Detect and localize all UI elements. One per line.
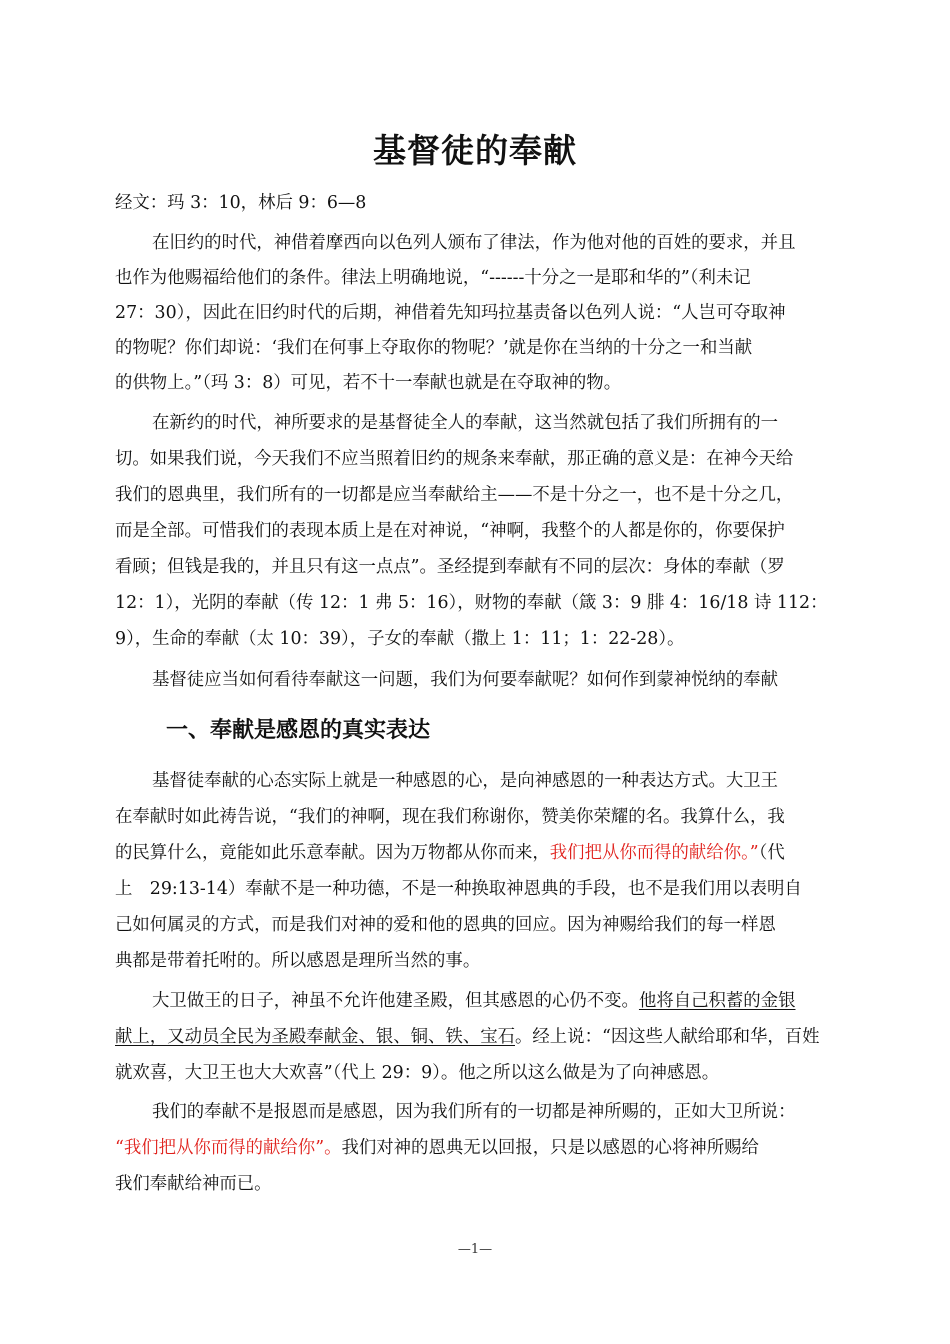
underlined-text: 他将自己积蓄的金银 [638,991,796,1011]
text-segment: （代 [758,843,785,863]
paragraph-line: 我们奉献给神而已。 [115,1174,272,1194]
highlighted-quote: 我们把从你而得的献给你。” [549,843,759,863]
paragraph-line: 12：1），光阴的奉献（传 12：1 弗 5：16），财物的奉献（箴 3：9 腓 4：16/18 诗 112： [115,593,828,613]
paragraph-line: 我们的恩典里，我们所有的一切都是应当奉献给主——不是十分之一，也不是十分之几， [115,485,794,505]
paragraph-line: 上 29:13-14）奉献不是一种功德，不是一种换取神恩典的手段，也不是我们用以表明自 [115,879,802,899]
paragraph-line: 的供物上。”（玛 3：8）可见，若不十一奉献也就是在夺取神的物。 [115,373,622,393]
highlighted-quote: “我们把从你而得的献给你”。 [115,1138,342,1158]
paragraph-line: 而是全部。可惜我们的表现本质上是在对神说，“神啊，我整个的人都是你的，你要保护 [115,521,785,541]
paragraph-line [115,835,785,871]
paragraph-line: 看顾；但钱是我的，并且只有这一点点”。圣经提到奉献有不同的层次：身体的奉献（罗 [115,557,785,577]
paragraph-line: 就欢喜，大卫王也大大欢喜”（代上 29：9）。他之所以这么做是为了向神感恩。 [115,1063,720,1083]
paragraph-line: 基督徒奉献的心态实际上就是一种感恩的心，是向神感恩的一种表达方式。大卫王 [152,771,779,791]
paragraph-line: 在新约的时代，神所要求的是基督徒全人的奉献，这当然就包括了我们所拥有的一 [152,413,779,433]
page-number: —1— [457,1242,493,1257]
paragraph-line [152,983,795,1019]
page-title: 基督徒的奉献 [373,131,577,170]
paragraph-line: 在奉献时如此祷告说，“我们的神啊，现在我们称谢你，赞美你荣耀的名。我算什么，我 [115,807,785,827]
text-segment: 。经上说：“因这些人献给耶和华，百姓 [515,1027,820,1047]
paragraph-line: 基督徒应当如何看待奉献这一问题，我们为何要奉献呢？如何作到蒙神悦纳的奉献 [152,670,779,690]
text-segment: 大卫做王的日子，神虽不允许他建圣殿，但其感恩的心仍不变。 [152,991,639,1011]
paragraph-line: 也作为他赐福给他们的条件。律法上明确地说，“------十分之一是耶和华的”（利未记 [115,268,751,288]
paragraph-line [115,1019,820,1055]
paragraph-line: 在旧约的时代，神借着摩西向以色列人颁布了律法，作为他对他的百姓的要求，并且 [152,233,796,253]
paragraph-line: 9），生命的奉献（太 10：39），子女的奉献（撒上 1：11；1：22-28）。 [115,629,685,649]
text-segment: 的民算什么，竟能如此乐意奉献。因为万物都从你而来， [115,843,550,863]
paragraph-line: 我们的奉献不是报恩而是感恩，因为我们所有的一切都是神所赐的，正如大卫所说： [152,1102,796,1122]
paragraph-line: 己如何属灵的方式，而是我们对神的爱和他的恩典的回应。因为神赐给我们的每一样恩 [115,915,776,935]
paragraph-line: 典都是带着托咐的。所以感恩是理所当然的事。 [115,951,481,971]
paragraph-line: 27：30），因此在旧约时代的后期，神借着先知玛拉基责备以色列人说：“人岂可夺取神 [115,303,786,323]
paragraph-line [115,1130,759,1166]
section-heading: 一、奉献是感恩的真实表达 [166,718,431,743]
scripture-reference: 经文：玛 3：10，林后 9：6—8 [115,193,367,213]
text-segment: 我们对神的恩典无以回报，只是以感恩的心将神所赐给 [341,1138,759,1158]
paragraph-line: 切。如果我们说，今天我们不应当照着旧约的规条来奉献，那正确的意义是：在神今天给 [115,449,794,469]
paragraph-line: 的物呢？你们却说：‘我们在何事上夺取你的物呢？’就是你在当纳的十分之一和当献 [115,338,753,358]
underlined-text: 献上，又动员全民为圣殿奉献金、银、铜、铁、宝石 [115,1027,515,1047]
